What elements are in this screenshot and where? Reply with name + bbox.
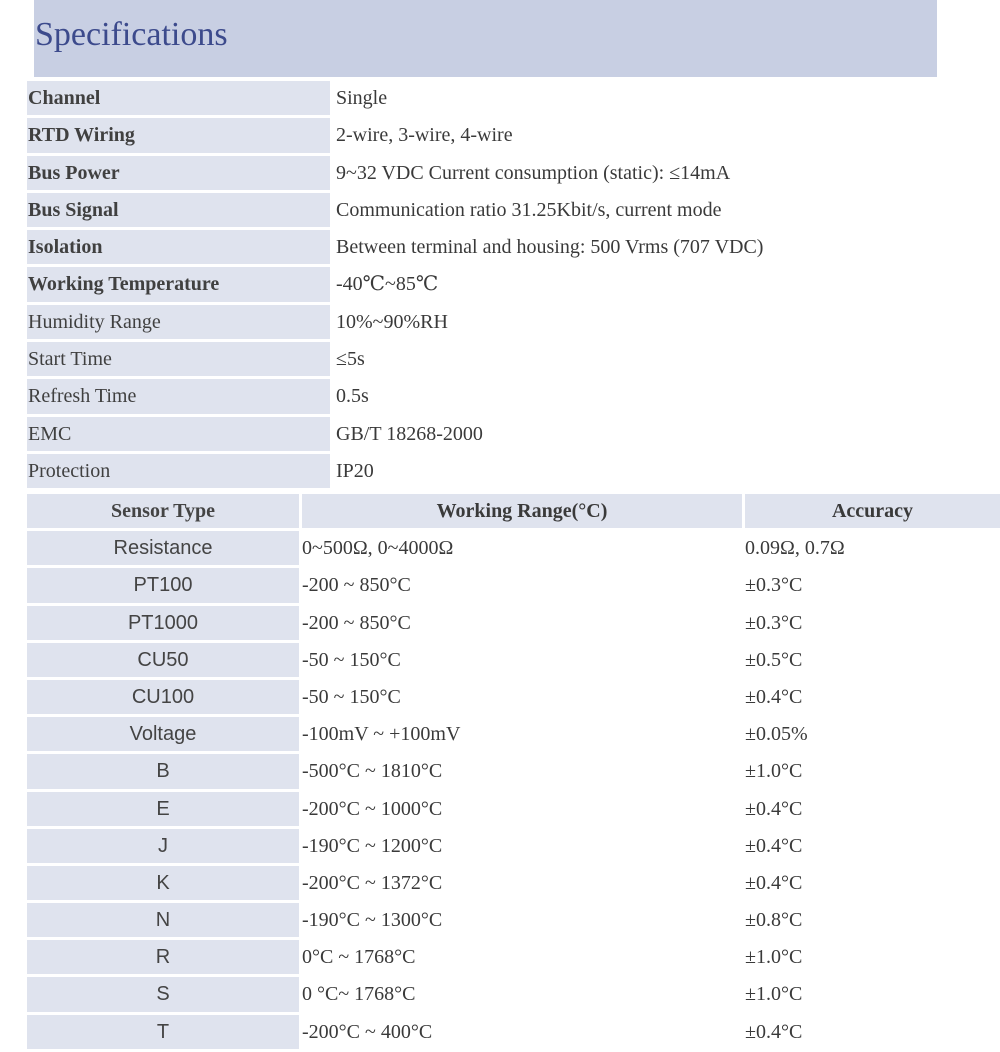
sensor-type-cell: E xyxy=(27,792,299,826)
working-range-cell: -200°C ~ 1372°C xyxy=(302,866,742,900)
sensor-type-cell: CU50 xyxy=(27,643,299,677)
working-range-cell: 0~500Ω, 0~4000Ω xyxy=(302,531,742,565)
sensor-type-table xyxy=(27,494,1000,1052)
table-row xyxy=(27,680,1000,714)
working-range-cell: -190°C ~ 1200°C xyxy=(302,829,742,863)
spec-value: GB/T 18268-2000 xyxy=(333,417,1000,451)
sensor-type-cell: K xyxy=(27,866,299,900)
accuracy-cell: ±0.5°C xyxy=(745,643,1000,677)
spec-value: Communication ratio 31.25Kbit/s, current mode xyxy=(333,193,1000,227)
table-row xyxy=(27,792,1000,826)
accuracy-cell: ±0.4°C xyxy=(745,866,1000,900)
header-sensor-type: Sensor Type xyxy=(27,494,299,528)
specifications-table xyxy=(27,81,1000,491)
header-accuracy: Accuracy xyxy=(745,494,1000,528)
table-row xyxy=(27,903,1000,937)
working-range-cell: -500°C ~ 1810°C xyxy=(302,754,742,788)
sensor-type-cell: Resistance xyxy=(27,531,299,565)
sensor-type-cell: Voltage xyxy=(27,717,299,751)
table-row xyxy=(27,717,1000,751)
table-row xyxy=(27,568,1000,602)
accuracy-cell: ±0.4°C xyxy=(745,829,1000,863)
spec-row xyxy=(27,342,1000,376)
sensor-type-cell: R xyxy=(27,940,299,974)
sensor-type-cell: S xyxy=(27,977,299,1011)
spec-value: Between terminal and housing: 500 Vrms (707 VDC) xyxy=(333,230,1000,264)
table-row xyxy=(27,643,1000,677)
sensor-type-cell: PT1000 xyxy=(27,606,299,640)
spec-value: ≤5s xyxy=(333,342,1000,376)
accuracy-cell: ±0.3°C xyxy=(745,606,1000,640)
spec-value: IP20 xyxy=(333,454,1000,488)
sensor-type-cell: N xyxy=(27,903,299,937)
sensor-type-cell: T xyxy=(27,1015,299,1049)
spec-row xyxy=(27,156,1000,190)
spec-label: Humidity Range xyxy=(27,305,330,339)
spec-row xyxy=(27,230,1000,264)
spec-value: 9~32 VDC Current consumption (static): ≤14mA xyxy=(333,156,1000,190)
spec-label: Bus Signal xyxy=(27,193,330,227)
accuracy-cell: ±0.4°C xyxy=(745,792,1000,826)
page-title: Specifications xyxy=(35,16,228,53)
spec-row xyxy=(27,379,1000,413)
accuracy-cell: 0.09Ω, 0.7Ω xyxy=(745,531,1000,565)
spec-label: EMC xyxy=(27,417,330,451)
spec-value: -40℃~85℃ xyxy=(333,267,1000,301)
working-range-cell: -200 ~ 850°C xyxy=(302,568,742,602)
sensor-table-body xyxy=(27,531,1000,1049)
spec-value: 2-wire, 3-wire, 4-wire xyxy=(333,118,1000,152)
spec-label: Bus Power xyxy=(27,156,330,190)
spec-row xyxy=(27,454,1000,488)
accuracy-cell: ±0.4°C xyxy=(745,680,1000,714)
spec-label: Protection xyxy=(27,454,330,488)
table-row xyxy=(27,940,1000,974)
spec-row xyxy=(27,118,1000,152)
accuracy-cell: ±0.05% xyxy=(745,717,1000,751)
spec-row xyxy=(27,81,1000,115)
sensor-type-cell: PT100 xyxy=(27,568,299,602)
working-range-cell: -50 ~ 150°C xyxy=(302,680,742,714)
working-range-cell: -200°C ~ 1000°C xyxy=(302,792,742,826)
spec-label: Start Time xyxy=(27,342,330,376)
working-range-cell: -200 ~ 850°C xyxy=(302,606,742,640)
sensor-type-cell: B xyxy=(27,754,299,788)
sensor-type-cell: CU100 xyxy=(27,680,299,714)
spec-label: RTD Wiring xyxy=(27,118,330,152)
working-range-cell: -200°C ~ 400°C xyxy=(302,1015,742,1049)
sensor-table-header-row xyxy=(27,494,1000,528)
header-working-range: Working Range(°C) xyxy=(302,494,742,528)
working-range-cell: -190°C ~ 1300°C xyxy=(302,903,742,937)
spec-value: 10%~90%RH xyxy=(333,305,1000,339)
spec-label: Working Temperature xyxy=(27,267,330,301)
working-range-cell: -50 ~ 150°C xyxy=(302,643,742,677)
working-range-cell: 0°C ~ 1768°C xyxy=(302,940,742,974)
spec-value: Single xyxy=(333,81,1000,115)
accuracy-cell: ±0.8°C xyxy=(745,903,1000,937)
table-row xyxy=(27,531,1000,565)
working-range-cell: 0 °C~ 1768°C xyxy=(302,977,742,1011)
spec-row xyxy=(27,193,1000,227)
spec-value: 0.5s xyxy=(333,379,1000,413)
sensor-type-cell: J xyxy=(27,829,299,863)
spec-label: Channel xyxy=(27,81,330,115)
table-row xyxy=(27,977,1000,1011)
table-row xyxy=(27,1015,1000,1049)
spec-row xyxy=(27,267,1000,301)
accuracy-cell: ±1.0°C xyxy=(745,940,1000,974)
working-range-cell: -100mV ~ +100mV xyxy=(302,717,742,751)
spec-row xyxy=(27,417,1000,451)
accuracy-cell: ±0.4°C xyxy=(745,1015,1000,1049)
spec-label: Refresh Time xyxy=(27,379,330,413)
spec-row xyxy=(27,305,1000,339)
accuracy-cell: ±1.0°C xyxy=(745,754,1000,788)
table-row xyxy=(27,866,1000,900)
spec-label: Isolation xyxy=(27,230,330,264)
table-row xyxy=(27,829,1000,863)
accuracy-cell: ±0.3°C xyxy=(745,568,1000,602)
table-row xyxy=(27,606,1000,640)
accuracy-cell: ±1.0°C xyxy=(745,977,1000,1011)
table-row xyxy=(27,754,1000,788)
